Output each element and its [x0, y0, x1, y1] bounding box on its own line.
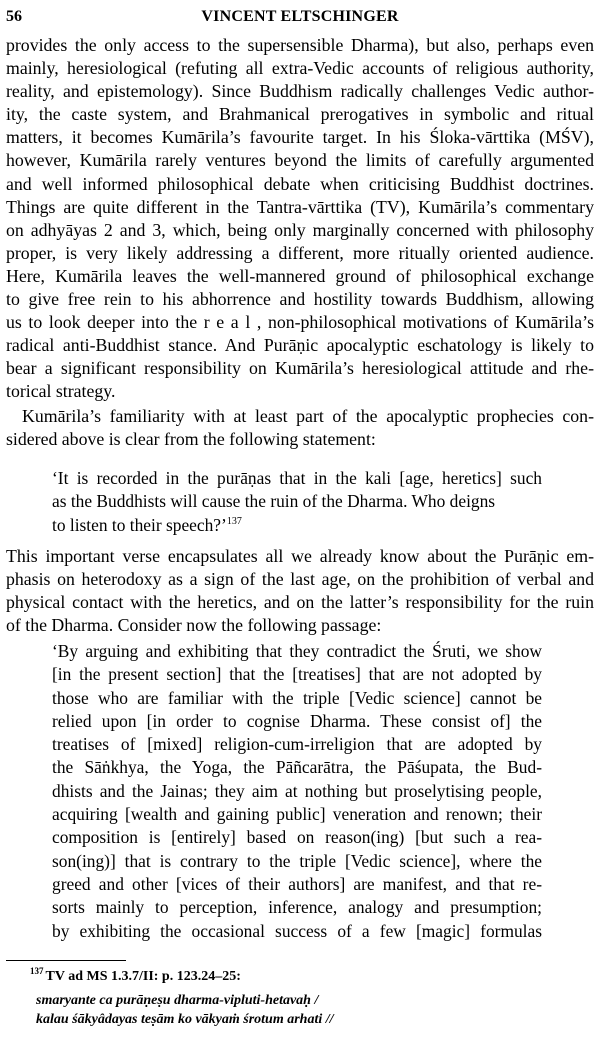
running-title: VINCENT ELTSCHINGER — [201, 8, 399, 25]
text-line: physical contact with the heretics, and on the latter’s responsibility for the ruin — [6, 592, 594, 613]
text-line: phasis on heterodoxy as a sign of the last age, on the prohibition of verbal and — [6, 569, 594, 590]
text-line: Kumārila’s familiarity with at least part of the apocalyptic prophecies con- — [22, 406, 594, 426]
text-line: torical strategy. — [6, 381, 116, 402]
verse-line: smaryante ca purāṇeṣu dharma-vipluti-hetavaḥ / — [36, 993, 319, 1008]
quote-line: as the Buddhists will cause the ruin of the Dharma. Who deigns — [52, 491, 496, 512]
quote-line: son(ing)] that is contrary to the triple [Vedic science], where the — [52, 850, 542, 871]
footnote-verse — [36, 991, 576, 1029]
quote-line: those who are familiar with the triple [Vedic science] cannot be — [52, 687, 542, 708]
footnote-reference: 137 — [226, 515, 242, 527]
paragraph-1 — [6, 34, 594, 404]
footnote — [30, 966, 590, 988]
running-head — [0, 6, 600, 28]
text-line: on adhyāyas 2 and 3, which, being only marginally concerned with philosophy — [6, 219, 594, 240]
text-line: sidered above is clear from the following statement: — [6, 429, 376, 450]
quote-line: ‘By arguing and exhibiting that they contradict the Śruti, we show — [52, 641, 542, 661]
footnote-number: 137 — [30, 966, 44, 977]
text-line: Here, Kumārila leaves the well-mannered ground of philosophical exchange — [6, 265, 594, 286]
page-number: 56 — [6, 8, 22, 25]
footnote-citation: TV ad MS 1.3.7/II: p. 123.24–25: — [45, 969, 241, 984]
paragraph-3 — [6, 545, 594, 637]
quote-line: ‘It is recorded in the purāṇas that in the kali [age, heretics] such — [52, 468, 542, 488]
block-quote-2 — [52, 640, 542, 943]
text-line: matters, it becomes Kumārila’s favourite target. In his Śloka-vārttika (MŚV), — [6, 127, 594, 148]
quote-line: [in the present section] that the [treatises] that are not adopted by — [52, 664, 542, 685]
text-line: provides the only access to the supersensible Dharma), but also, perhaps even — [6, 35, 594, 55]
paragraph-2 — [6, 405, 594, 451]
quote-line: treatises of [mixed] religion-cum-irreligion that are adopted by — [52, 734, 542, 755]
text-line: mainly, heresiological (refuting all extra-Vedic accounts of religious authority, — [6, 58, 594, 79]
text-line: to give free rein to his abhorrence and hostility towards Buddhism, allowing — [6, 289, 594, 310]
quote-line: relied upon [in order to cognise Dharma. These consist of] the — [52, 710, 542, 731]
text-line: ity, the caste system, and Brahmanical prerogatives in symbolic and ritual — [6, 104, 594, 125]
quote-line: by exhibiting the occasional success of a few [magic] formulas — [52, 920, 542, 941]
text-line: reality, and epistemology). Since Buddhism radically challenges Vedic author- — [6, 81, 594, 102]
quote-line: dhists and the Jainas; they aim at nothing but proselytising people, — [52, 780, 542, 801]
text-line: us to look deeper into the r e a l , non-philosophical motivations of Kumārila’s — [6, 312, 594, 333]
text-line: bear a significant responsibility on Kumārila’s heresiological attitude and rhe- — [6, 358, 594, 379]
text-line: This important verse encapsulates all we already know about the Purāṇic em- — [6, 546, 594, 566]
text-line: and well informed philosophical debate when criticising Buddhist doctrines. — [6, 173, 594, 194]
text-line: radical anti-Buddhist stance. And Purāṇic apocalyptic eschatology is likely to — [6, 335, 594, 356]
text-line: however, Kumārila rarely ventures beyond the limits of carefully argumented — [6, 150, 594, 171]
quote-line: the Sāṅkhya, the Yoga, the Pāñcarātra, the Pāśupata, the Bud- — [52, 757, 542, 778]
text-line: of the Dharma. Consider now the following passage: — [6, 615, 382, 636]
quote-line: sorts mainly to perception, inference, analogy and presumption; — [52, 897, 542, 918]
quote-line: greed and other [vices of their authors] are manifest, and that re- — [52, 873, 542, 894]
quote-line — [52, 514, 542, 537]
quote-line: acquiring [wealth and gaining public] veneration and renown; their — [52, 804, 542, 825]
text-line: Things are quite different in the Tantra-vārttika (TV), Kumārila’s commentary — [6, 196, 594, 217]
block-quote-1 — [52, 467, 542, 537]
verse-line: kalau śākyâdayas teṣām ko vākyaṁ śrotum arhati // — [36, 1012, 334, 1027]
text-line: proper, is very likely addressing a different, more ritually oriented audience. — [6, 242, 594, 263]
footnote-separator — [6, 960, 126, 961]
quote-line: composition is [entirely] based on reason(ing) [but such a rea- — [52, 827, 542, 848]
quote-text: to listen to their speech?’ — [52, 514, 227, 535]
